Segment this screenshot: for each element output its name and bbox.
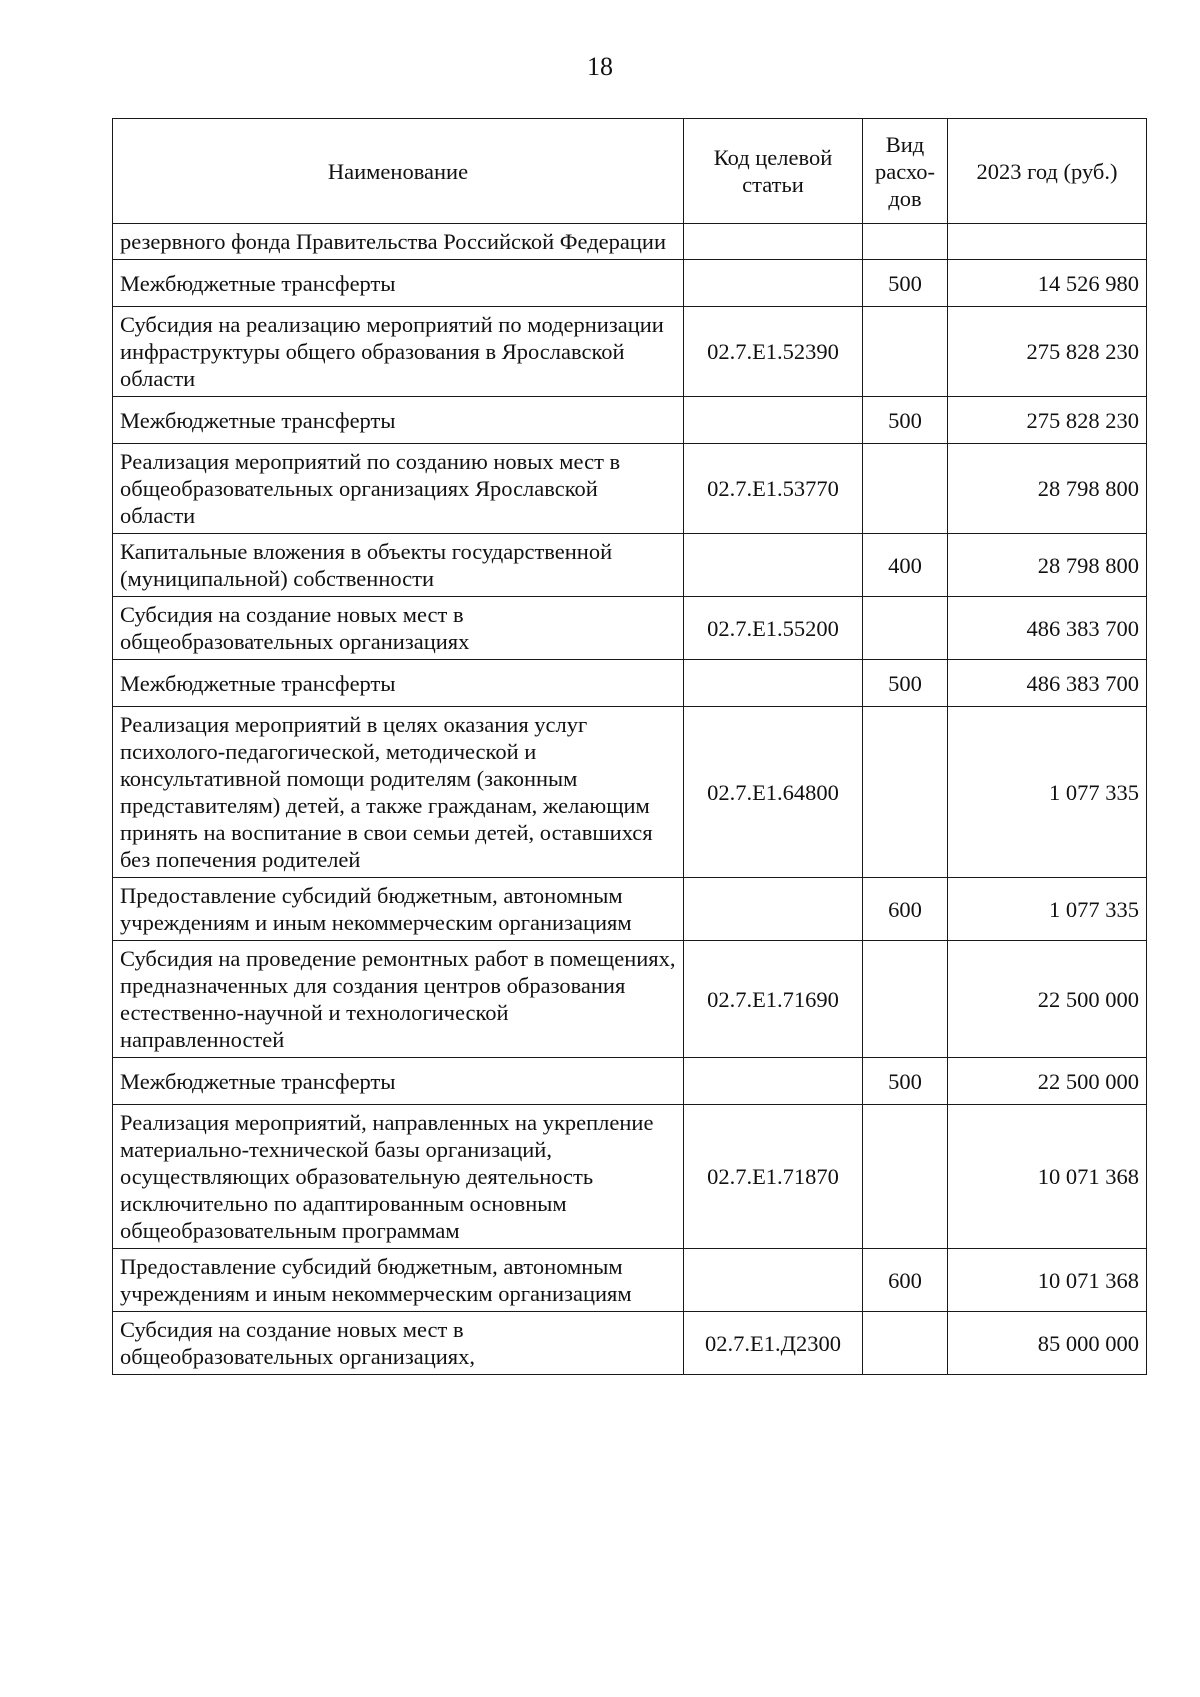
row-kind: 500 — [863, 260, 948, 307]
row-kind: 500 — [863, 660, 948, 707]
table-row — [113, 707, 1147, 878]
row-name: Межбюджетные трансферты — [113, 260, 684, 307]
row-kind — [863, 224, 948, 260]
row-name: Капитальные вложения в объекты государственной (муниципальной) собственности — [113, 534, 684, 597]
table-row — [113, 941, 1147, 1058]
row-code — [684, 534, 863, 597]
row-kind: 600 — [863, 1249, 948, 1312]
row-kind — [863, 597, 948, 660]
row-code: 02.7.Е1.55200 — [684, 597, 863, 660]
row-sum: 14 526 980 — [948, 260, 1147, 307]
table-row — [113, 660, 1147, 707]
row-name: Предоставление субсидий бюджетным, автономным учреждениям и иным некоммерческим организациям — [113, 878, 684, 941]
row-name: Субсидия на создание новых мест в общеобразовательных организациях, — [113, 1312, 684, 1375]
header-kind: Вид расхо-дов — [863, 119, 948, 224]
row-name: Межбюджетные трансферты — [113, 1058, 684, 1105]
row-kind: 600 — [863, 878, 948, 941]
table-row — [113, 397, 1147, 444]
row-name: Субсидия на реализацию мероприятий по модернизации инфраструктуры общего образования в Ярославской области — [113, 307, 684, 397]
row-code — [684, 878, 863, 941]
row-code: 02.7.Е1.71870 — [684, 1105, 863, 1249]
row-sum: 1 077 335 — [948, 707, 1147, 878]
row-code: 02.7.Е1.52390 — [684, 307, 863, 397]
row-name: Реализация мероприятий по созданию новых мест в общеобразовательных организациях Ярославской области — [113, 444, 684, 534]
table-row — [113, 1312, 1147, 1375]
row-sum: 10 071 368 — [948, 1249, 1147, 1312]
row-code: 02.7.Е1.71690 — [684, 941, 863, 1058]
table-row — [113, 597, 1147, 660]
row-code — [684, 1058, 863, 1105]
row-code: 02.7.Е1.64800 — [684, 707, 863, 878]
row-sum — [948, 224, 1147, 260]
row-kind: 500 — [863, 1058, 948, 1105]
row-sum: 22 500 000 — [948, 1058, 1147, 1105]
row-kind — [863, 1105, 948, 1249]
table-row — [113, 444, 1147, 534]
budget-table — [112, 118, 1147, 1375]
row-code — [684, 224, 863, 260]
row-name: Предоставление субсидий бюджетным, автономным учреждениям и иным некоммерческим организациям — [113, 1249, 684, 1312]
table-row — [113, 878, 1147, 941]
row-code — [684, 397, 863, 444]
table-row — [113, 260, 1147, 307]
table-header-row — [113, 119, 1147, 224]
table-row — [113, 534, 1147, 597]
row-sum: 486 383 700 — [948, 597, 1147, 660]
row-sum: 85 000 000 — [948, 1312, 1147, 1375]
row-kind — [863, 707, 948, 878]
row-code — [684, 1249, 863, 1312]
row-code: 02.7.Е1.53770 — [684, 444, 863, 534]
row-kind: 400 — [863, 534, 948, 597]
row-sum: 28 798 800 — [948, 444, 1147, 534]
row-kind — [863, 941, 948, 1058]
row-name: Реализация мероприятий в целях оказания услуг психолого-педагогической, методической и консультативной помощи родителям (законным представителям) детей, а также гражданам, желающим принять на воспитание в свои семьи детей, оставшихся без попечения родителей — [113, 707, 684, 878]
row-name: резервного фонда Правительства Российской Федерации — [113, 224, 684, 260]
row-sum: 275 828 230 — [948, 307, 1147, 397]
row-name: Реализация мероприятий, направленных на укрепление материально-технической базы организаций, осуществляющих образовательную деятельность исключительно по адаптированным основным общеобразовательным программам — [113, 1105, 684, 1249]
row-kind — [863, 307, 948, 397]
table-row — [113, 224, 1147, 260]
row-name: Субсидия на проведение ремонтных работ в помещениях, предназначенных для создания центров образования естественно-научной и технологической направленностей — [113, 941, 684, 1058]
row-code — [684, 660, 863, 707]
row-name: Межбюджетные трансферты — [113, 660, 684, 707]
row-kind: 500 — [863, 397, 948, 444]
row-kind — [863, 1312, 948, 1375]
row-sum: 486 383 700 — [948, 660, 1147, 707]
row-code — [684, 260, 863, 307]
page-number: 18 — [587, 52, 613, 81]
row-name: Субсидия на создание новых мест в общеобразовательных организациях — [113, 597, 684, 660]
row-sum: 28 798 800 — [948, 534, 1147, 597]
header-name: Наименование — [113, 119, 684, 224]
header-sum: 2023 год (руб.) — [948, 119, 1147, 224]
row-name: Межбюджетные трансферты — [113, 397, 684, 444]
row-kind — [863, 444, 948, 534]
table-row — [113, 1105, 1147, 1249]
row-sum: 22 500 000 — [948, 941, 1147, 1058]
row-sum: 275 828 230 — [948, 397, 1147, 444]
row-sum: 1 077 335 — [948, 878, 1147, 941]
table-row — [113, 1058, 1147, 1105]
table-row — [113, 307, 1147, 397]
header-code: Код целевой статьи — [684, 119, 863, 224]
row-code: 02.7.Е1.Д2300 — [684, 1312, 863, 1375]
row-sum: 10 071 368 — [948, 1105, 1147, 1249]
table-row — [113, 1249, 1147, 1312]
